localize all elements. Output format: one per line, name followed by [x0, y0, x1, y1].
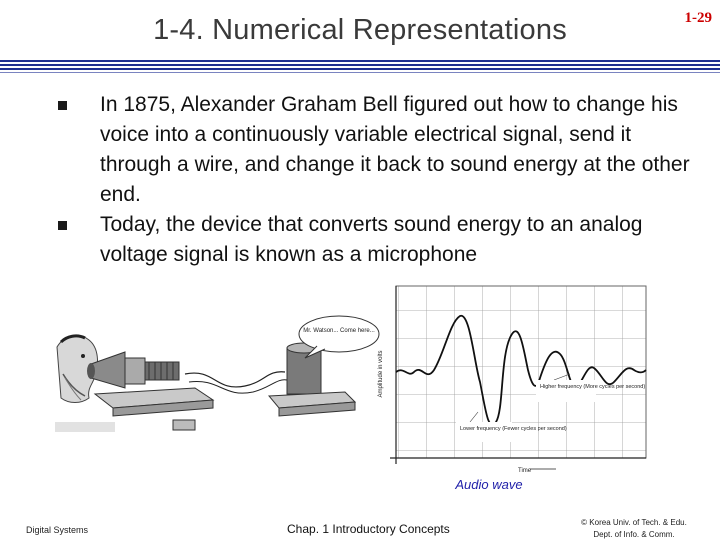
header-rule — [0, 68, 720, 70]
wave-xlabel: Time — [518, 468, 532, 474]
bell-telephone-illustration — [55, 312, 395, 437]
bullet-list — [58, 90, 708, 270]
bullet-text: In 1875, Alexander Graham Bell figured out how to change his voice into a continuously variable electrical signal, send it through a wire, and change it back to sound energy at the other end. — [100, 93, 690, 206]
higher-frequency-label: Higher frequency (More cycles per second) — [540, 384, 646, 390]
footer-chapter: Chap. 1 Introductory Concepts — [287, 522, 450, 536]
footer-copyright-line: Dept. of Info. & Comm. — [593, 530, 675, 539]
speech-bubble-text: Mr. Watson... Come here... — [303, 328, 375, 334]
bullet-text: Today, the device that converts sound energy to an analog voltage signal is known as a microphone — [100, 213, 643, 266]
wave-ylabel: Amplitude in volts — [378, 350, 384, 398]
bullet-square-icon — [58, 101, 67, 110]
slide-number: 1-29 — [684, 10, 712, 26]
slide-title: 1-4. Numerical Representations — [153, 14, 567, 46]
header-rule — [0, 72, 720, 73]
lower-frequency-label: Lower frequency (Fewer cycles per second) — [460, 426, 567, 432]
footer-course: Digital Systems — [26, 525, 89, 535]
bullet-item — [58, 210, 708, 270]
footer-copyright-line: © Korea Univ. of Tech. & Edu. — [581, 518, 687, 527]
footer-copyright — [560, 517, 708, 541]
header-rule — [0, 60, 720, 62]
figure-caption: Audio wave — [455, 477, 523, 492]
bullet-item — [58, 90, 708, 210]
bullet-square-icon — [58, 221, 67, 230]
header-rule — [0, 64, 720, 66]
audio-wave-chart — [370, 282, 650, 477]
